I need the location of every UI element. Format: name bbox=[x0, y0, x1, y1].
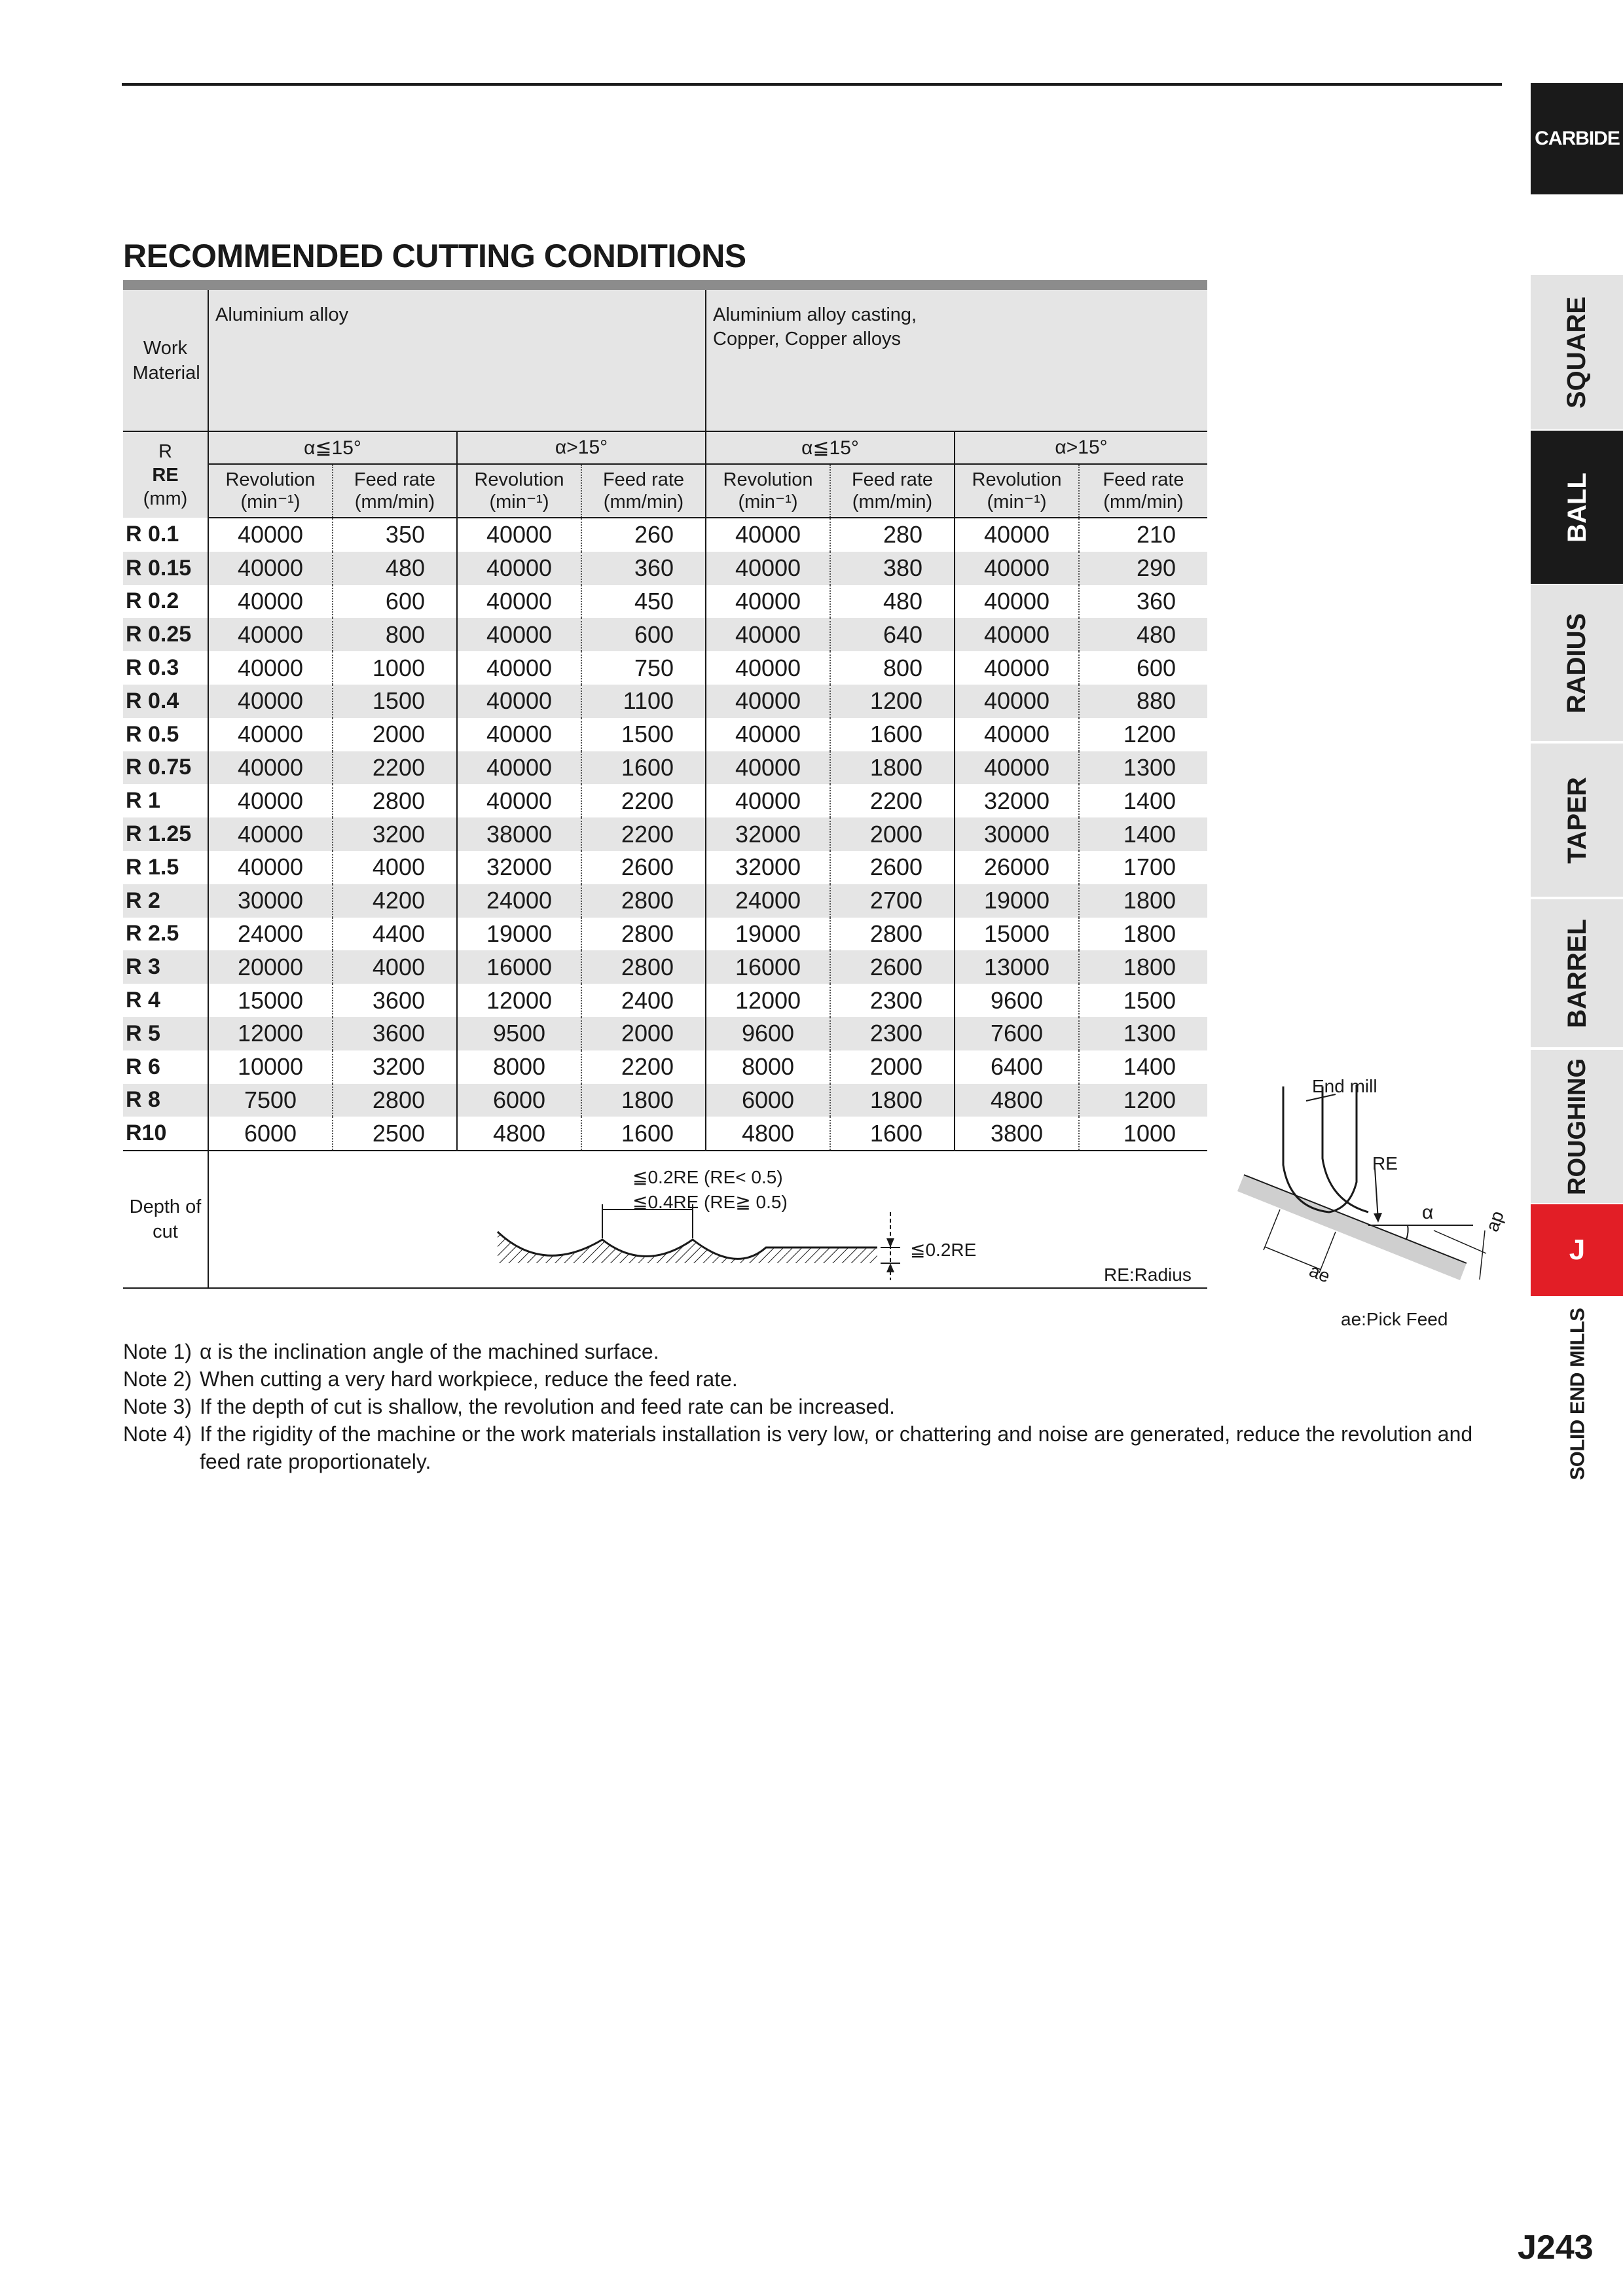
revolution-cell: 40000 bbox=[955, 685, 1079, 718]
revolution-cell: 32000 bbox=[706, 851, 830, 884]
revolution-cell: 30000 bbox=[208, 884, 333, 918]
feed-rate-cell: 2000 bbox=[581, 1017, 706, 1050]
depth-line-2: ≦0.4RE (RE≧ 0.5) bbox=[632, 1192, 788, 1212]
tab-carbide-label: CARBIDE bbox=[1535, 128, 1620, 149]
revolution-cell: 9600 bbox=[706, 1017, 830, 1050]
tab-radius-label: RADIUS bbox=[1562, 613, 1592, 713]
material-casting-copper: Aluminium alloy casting, Copper, Copper alloys bbox=[706, 290, 1207, 431]
revolution-cell: 40000 bbox=[955, 718, 1079, 751]
revolution-cell: 12000 bbox=[706, 984, 830, 1017]
feed-rate-cell: 2800 bbox=[333, 1084, 457, 1117]
radius-cell: R 0.1 bbox=[123, 518, 208, 552]
cutting-conditions-table bbox=[123, 290, 1207, 1289]
revolution-cell: 19000 bbox=[955, 884, 1079, 918]
feed-rate-cell: 2200 bbox=[581, 1050, 706, 1084]
radius-cell: R 0.3 bbox=[123, 651, 208, 685]
feed-rate-cell: 1400 bbox=[1079, 784, 1207, 817]
solid-end-mills-label bbox=[1531, 1299, 1623, 1489]
feed-rate-cell: 1200 bbox=[1079, 718, 1207, 751]
feed-rate-cell: 2800 bbox=[830, 918, 955, 951]
note-3 bbox=[123, 1393, 1524, 1420]
radius-cell: R 2 bbox=[123, 884, 208, 918]
revolution-cell: 40000 bbox=[706, 651, 830, 685]
table-row bbox=[123, 918, 1207, 951]
feed-rate-cell: 1600 bbox=[581, 751, 706, 785]
feed-rate-cell: 1300 bbox=[1079, 751, 1207, 785]
revolution-cell: 4800 bbox=[457, 1117, 581, 1151]
radius-cell: R 0.75 bbox=[123, 751, 208, 785]
radius-cell: R 0.5 bbox=[123, 718, 208, 751]
radius-cell: R 0.4 bbox=[123, 685, 208, 718]
feed-rate-cell: 1800 bbox=[1079, 918, 1207, 951]
rev-header: Revolution (min⁻¹) bbox=[955, 464, 1079, 518]
end-mill-diagram bbox=[1237, 1060, 1512, 1309]
revolution-cell: 8000 bbox=[457, 1050, 581, 1084]
radius-cell: R 1 bbox=[123, 784, 208, 817]
revolution-cell: 40000 bbox=[955, 585, 1079, 619]
feed-rate-cell: 4200 bbox=[333, 884, 457, 918]
revolution-cell: 16000 bbox=[457, 950, 581, 984]
feed-rate-cell: 2300 bbox=[830, 1017, 955, 1050]
table-row bbox=[123, 950, 1207, 984]
revolution-cell: 15000 bbox=[955, 918, 1079, 951]
revolution-cell: 9500 bbox=[457, 1017, 581, 1050]
feed-rate-cell: 480 bbox=[333, 552, 457, 585]
feed-rate-cell: 880 bbox=[1079, 685, 1207, 718]
revolution-cell: 40000 bbox=[457, 751, 581, 785]
depth-of-cut-profile bbox=[458, 1165, 917, 1283]
tab-square-label: SQUARE bbox=[1562, 296, 1592, 408]
revolution-cell: 40000 bbox=[208, 585, 333, 619]
feed-rate-cell: 3600 bbox=[333, 1017, 457, 1050]
revolution-cell: 40000 bbox=[955, 618, 1079, 651]
table-row bbox=[123, 851, 1207, 884]
feed-rate-cell: 450 bbox=[581, 585, 706, 619]
table-row bbox=[123, 518, 1207, 552]
depth-line-1: ≦0.2RE (RE< 0.5) bbox=[632, 1167, 783, 1187]
revolution-cell: 40000 bbox=[706, 784, 830, 817]
table-row bbox=[123, 718, 1207, 751]
tab-radius[interactable] bbox=[1531, 585, 1623, 741]
revolution-cell: 40000 bbox=[208, 718, 333, 751]
note-text: When cutting a very hard workpiece, reduce the feed rate. bbox=[200, 1367, 738, 1391]
revolution-cell: 10000 bbox=[208, 1050, 333, 1084]
feed-rate-cell: 1300 bbox=[1079, 1017, 1207, 1050]
tab-roughing-label: ROUGHING bbox=[1563, 1058, 1591, 1195]
feed-rate-cell: 640 bbox=[830, 618, 955, 651]
note-label: Note 1) bbox=[123, 1340, 192, 1363]
table-row bbox=[123, 651, 1207, 685]
revolution-cell: 40000 bbox=[955, 518, 1079, 552]
re-label: RE bbox=[1372, 1153, 1398, 1174]
radius-cell: R 8 bbox=[123, 1084, 208, 1117]
revolution-cell: 40000 bbox=[706, 618, 830, 651]
feed-rate-cell: 1600 bbox=[830, 718, 955, 751]
note-1 bbox=[123, 1338, 1524, 1365]
note-text: α is the inclination angle of the machined surface. bbox=[200, 1340, 659, 1363]
revolution-cell: 7600 bbox=[955, 1017, 1079, 1050]
table-row bbox=[123, 984, 1207, 1017]
feed-rate-cell: 2400 bbox=[581, 984, 706, 1017]
feed-rate-cell: 1600 bbox=[581, 1117, 706, 1151]
tab-taper-label: TAPER bbox=[1562, 776, 1592, 864]
feed-rate-cell: 360 bbox=[581, 552, 706, 585]
angle-header-1: α≦15° bbox=[208, 431, 457, 464]
feed-rate-cell: 3600 bbox=[333, 984, 457, 1017]
radius-cell: R 0.2 bbox=[123, 585, 208, 619]
revolution-cell: 40000 bbox=[208, 651, 333, 685]
revolution-cell: 40000 bbox=[955, 751, 1079, 785]
top-rule bbox=[122, 83, 1502, 86]
feed-rate-cell: 1000 bbox=[333, 651, 457, 685]
table-row bbox=[123, 751, 1207, 785]
end-mill-label: End mill bbox=[1312, 1076, 1377, 1096]
revolution-cell: 6400 bbox=[955, 1050, 1079, 1084]
revolution-cell: 24000 bbox=[208, 918, 333, 951]
feed-rate-cell: 2000 bbox=[830, 1050, 955, 1084]
tab-j-label: J bbox=[1569, 1234, 1586, 1266]
revolution-cell: 40000 bbox=[208, 784, 333, 817]
feed-rate-cell: 480 bbox=[1079, 618, 1207, 651]
revolution-cell: 32000 bbox=[706, 817, 830, 851]
feed-rate-cell: 2500 bbox=[333, 1117, 457, 1151]
revolution-cell: 32000 bbox=[955, 784, 1079, 817]
feed-header: Feed rate (mm/min) bbox=[581, 464, 706, 518]
feed-rate-cell: 1200 bbox=[1079, 1084, 1207, 1117]
radius-cell: R10 bbox=[123, 1117, 208, 1151]
tab-j[interactable] bbox=[1531, 1204, 1623, 1296]
revolution-cell: 24000 bbox=[706, 884, 830, 918]
feed-rate-cell: 600 bbox=[1079, 651, 1207, 685]
page-title: RECOMMENDED CUTTING CONDITIONS bbox=[123, 238, 746, 274]
revolution-cell: 40000 bbox=[457, 552, 581, 585]
feed-rate-cell: 2800 bbox=[581, 918, 706, 951]
revolution-cell: 12000 bbox=[457, 984, 581, 1017]
feed-rate-cell: 1400 bbox=[1079, 1050, 1207, 1084]
revolution-cell: 3800 bbox=[955, 1117, 1079, 1151]
revolution-cell: 40000 bbox=[457, 585, 581, 619]
revolution-cell: 40000 bbox=[457, 651, 581, 685]
feed-rate-cell: 360 bbox=[1079, 585, 1207, 619]
revolution-cell: 9600 bbox=[955, 984, 1079, 1017]
revolution-cell: 40000 bbox=[208, 851, 333, 884]
feed-rate-cell: 350 bbox=[333, 518, 457, 552]
revolution-cell: 40000 bbox=[706, 585, 830, 619]
tab-roughing[interactable] bbox=[1531, 1050, 1623, 1203]
feed-rate-cell: 260 bbox=[581, 518, 706, 552]
table-row bbox=[123, 618, 1207, 651]
feed-rate-cell: 2300 bbox=[830, 984, 955, 1017]
table-row bbox=[123, 1084, 1207, 1117]
r-header: R RE (mm) bbox=[123, 431, 208, 518]
revolution-cell: 40000 bbox=[457, 718, 581, 751]
revolution-cell: 40000 bbox=[955, 651, 1079, 685]
revolution-cell: 40000 bbox=[706, 718, 830, 751]
ap-label: ap bbox=[1482, 1208, 1508, 1234]
table-row bbox=[123, 1050, 1207, 1084]
revolution-cell: 4800 bbox=[706, 1117, 830, 1151]
feed-rate-cell: 2600 bbox=[830, 851, 955, 884]
feed-rate-cell: 2600 bbox=[581, 851, 706, 884]
revolution-cell: 13000 bbox=[955, 950, 1079, 984]
feed-rate-cell: 750 bbox=[581, 651, 706, 685]
revolution-cell: 24000 bbox=[457, 884, 581, 918]
feed-rate-cell: 380 bbox=[830, 552, 955, 585]
re-radius-label: RE:Radius bbox=[1104, 1265, 1192, 1285]
revolution-cell: 40000 bbox=[706, 552, 830, 585]
revolution-cell: 6000 bbox=[208, 1117, 333, 1151]
revolution-cell: 38000 bbox=[457, 817, 581, 851]
revolution-cell: 6000 bbox=[457, 1084, 581, 1117]
tab-ball-label: BALL bbox=[1562, 472, 1592, 543]
feed-rate-cell: 280 bbox=[830, 518, 955, 552]
revolution-cell: 12000 bbox=[208, 1017, 333, 1050]
notes bbox=[123, 1338, 1524, 1475]
table-row bbox=[123, 585, 1207, 619]
tab-barrel[interactable] bbox=[1531, 899, 1623, 1047]
revolution-cell: 40000 bbox=[706, 518, 830, 552]
angle-header-3: α≦15° bbox=[706, 431, 955, 464]
feed-rate-cell: 1500 bbox=[1079, 984, 1207, 1017]
angle-header-2: α>15° bbox=[457, 431, 706, 464]
feed-rate-cell: 2200 bbox=[581, 817, 706, 851]
revolution-cell: 19000 bbox=[706, 918, 830, 951]
feed-rate-cell: 2800 bbox=[581, 950, 706, 984]
table-row bbox=[123, 685, 1207, 718]
table-row bbox=[123, 817, 1207, 851]
radius-cell: R 2.5 bbox=[123, 918, 208, 951]
solid-end-mills-text: SOLID END MILLS bbox=[1565, 1308, 1589, 1480]
revolution-cell: 40000 bbox=[208, 685, 333, 718]
feed-rate-cell: 290 bbox=[1079, 552, 1207, 585]
feed-rate-cell: 3200 bbox=[333, 817, 457, 851]
feed-rate-cell: 800 bbox=[830, 651, 955, 685]
revolution-cell: 40000 bbox=[208, 618, 333, 651]
radius-cell: R 4 bbox=[123, 984, 208, 1017]
feed-rate-cell: 1800 bbox=[830, 1084, 955, 1117]
table-row bbox=[123, 1017, 1207, 1050]
feed-rate-cell: 1800 bbox=[1079, 884, 1207, 918]
feed-rate-cell: 2200 bbox=[830, 784, 955, 817]
rev-header: Revolution (min⁻¹) bbox=[457, 464, 581, 518]
feed-rate-cell: 600 bbox=[333, 585, 457, 619]
feed-rate-cell: 4000 bbox=[333, 851, 457, 884]
note-2 bbox=[123, 1365, 1524, 1393]
feed-rate-cell: 4400 bbox=[333, 918, 457, 951]
feed-rate-cell: 600 bbox=[581, 618, 706, 651]
alpha-label: α bbox=[1422, 1202, 1434, 1223]
feed-rate-cell: 3200 bbox=[333, 1050, 457, 1084]
feed-rate-cell: 1000 bbox=[1079, 1117, 1207, 1151]
feed-rate-cell: 1800 bbox=[830, 751, 955, 785]
tab-square[interactable] bbox=[1531, 275, 1623, 429]
feed-rate-cell: 1800 bbox=[1079, 950, 1207, 984]
note-4 bbox=[123, 1420, 1524, 1475]
feed-header: Feed rate (mm/min) bbox=[1079, 464, 1207, 518]
feed-rate-cell: 1600 bbox=[830, 1117, 955, 1151]
feed-rate-cell: 2800 bbox=[333, 784, 457, 817]
feed-rate-cell: 800 bbox=[333, 618, 457, 651]
table-row bbox=[123, 1117, 1207, 1151]
feed-rate-cell: 2700 bbox=[830, 884, 955, 918]
revolution-cell: 7500 bbox=[208, 1084, 333, 1117]
tab-ball[interactable] bbox=[1531, 431, 1623, 584]
table-row bbox=[123, 884, 1207, 918]
rev-header: Revolution (min⁻¹) bbox=[706, 464, 830, 518]
material-aluminium: Aluminium alloy bbox=[208, 290, 706, 431]
feed-rate-cell: 1500 bbox=[581, 718, 706, 751]
page-number: J243 bbox=[1518, 2229, 1594, 2267]
note-label: Note 2) bbox=[123, 1367, 192, 1391]
feed-rate-cell: 1100 bbox=[581, 685, 706, 718]
radius-cell: R 1.5 bbox=[123, 851, 208, 884]
title-bar bbox=[123, 280, 1207, 290]
revolution-cell: 40000 bbox=[208, 552, 333, 585]
revolution-cell: 4800 bbox=[955, 1084, 1079, 1117]
feed-rate-cell: 480 bbox=[830, 585, 955, 619]
radius-cell: R 0.15 bbox=[123, 552, 208, 585]
feed-rate-cell: 2200 bbox=[333, 751, 457, 785]
note-text: If the rigidity of the machine or the work materials installation is very low, or chattering and noise are generated, reduce the revolution and feed rate proportionately. bbox=[200, 1422, 1473, 1473]
feed-rate-cell: 210 bbox=[1079, 518, 1207, 552]
revolution-cell: 19000 bbox=[457, 918, 581, 951]
revolution-cell: 32000 bbox=[457, 851, 581, 884]
revolution-cell: 40000 bbox=[208, 817, 333, 851]
tab-taper[interactable] bbox=[1531, 744, 1623, 897]
revolution-cell: 30000 bbox=[955, 817, 1079, 851]
revolution-cell: 40000 bbox=[457, 784, 581, 817]
feed-rate-cell: 4000 bbox=[333, 950, 457, 984]
feed-header: Feed rate (mm/min) bbox=[830, 464, 955, 518]
depth-side-label: ≦0.2RE bbox=[910, 1240, 977, 1260]
feed-rate-cell: 2200 bbox=[581, 784, 706, 817]
revolution-cell: 16000 bbox=[706, 950, 830, 984]
feed-rate-cell: 1500 bbox=[333, 685, 457, 718]
depth-of-cut-label: Depth of cut bbox=[123, 1151, 208, 1288]
revolution-cell: 40000 bbox=[706, 685, 830, 718]
table-row bbox=[123, 784, 1207, 817]
feed-rate-cell: 1700 bbox=[1079, 851, 1207, 884]
ae-label: ae bbox=[1306, 1260, 1334, 1287]
note-text: If the depth of cut is shallow, the revolution and feed rate can be increased. bbox=[200, 1395, 896, 1418]
radius-cell: R 6 bbox=[123, 1050, 208, 1084]
work-material-label: Work Material bbox=[123, 290, 208, 431]
tab-barrel-label: BARREL bbox=[1562, 918, 1592, 1028]
table-row bbox=[123, 552, 1207, 585]
revolution-cell: 40000 bbox=[457, 518, 581, 552]
revolution-cell: 8000 bbox=[706, 1050, 830, 1084]
revolution-cell: 40000 bbox=[457, 685, 581, 718]
revolution-cell: 6000 bbox=[706, 1084, 830, 1117]
feed-rate-cell: 1400 bbox=[1079, 817, 1207, 851]
feed-header: Feed rate (mm/min) bbox=[333, 464, 457, 518]
radius-cell: R 5 bbox=[123, 1017, 208, 1050]
feed-rate-cell: 1200 bbox=[830, 685, 955, 718]
angle-header-4: α>15° bbox=[955, 431, 1207, 464]
radius-cell: R 3 bbox=[123, 950, 208, 984]
revolution-cell: 15000 bbox=[208, 984, 333, 1017]
tab-carbide[interactable] bbox=[1531, 83, 1623, 194]
revolution-cell: 26000 bbox=[955, 851, 1079, 884]
feed-rate-cell: 2800 bbox=[581, 884, 706, 918]
revolution-cell: 20000 bbox=[208, 950, 333, 984]
note-label: Note 3) bbox=[123, 1395, 192, 1418]
rev-header: Revolution (min⁻¹) bbox=[208, 464, 333, 518]
revolution-cell: 40000 bbox=[955, 552, 1079, 585]
revolution-cell: 40000 bbox=[208, 751, 333, 785]
radius-cell: R 0.25 bbox=[123, 618, 208, 651]
revolution-cell: 40000 bbox=[706, 751, 830, 785]
radius-cell: R 1.25 bbox=[123, 817, 208, 851]
note-label: Note 4) bbox=[123, 1422, 192, 1446]
revolution-cell: 40000 bbox=[457, 618, 581, 651]
revolution-cell: 40000 bbox=[208, 518, 333, 552]
feed-rate-cell: 1800 bbox=[581, 1084, 706, 1117]
feed-rate-cell: 2000 bbox=[830, 817, 955, 851]
feed-rate-cell: 2000 bbox=[333, 718, 457, 751]
feed-rate-cell: 2600 bbox=[830, 950, 955, 984]
pick-feed-label: ae:Pick Feed bbox=[1341, 1309, 1448, 1329]
